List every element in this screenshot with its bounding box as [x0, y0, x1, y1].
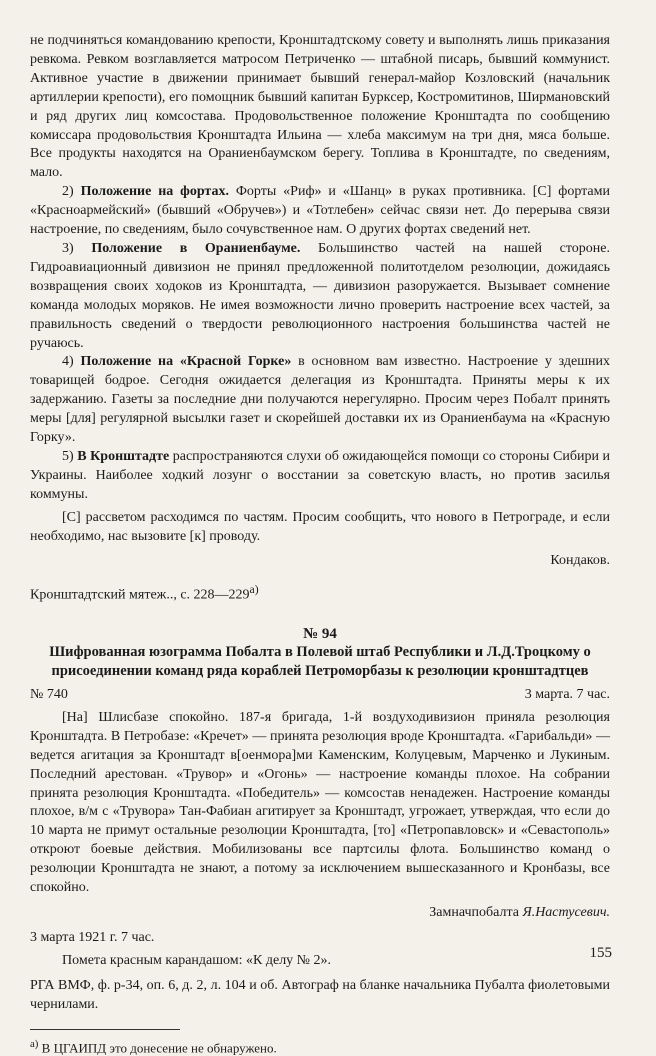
- document-title: Шифрованная юзограмма Побалта в Полевой штаб Республики и Л.Д.Троцкому о присоединении команд ряда кораблей Петроморбазы к резолюции кронштадтцев: [49, 643, 591, 679]
- section-text: распространяются слухи об ожидающейся помощи со стороны Сибири и Украины. Наиболее ходкий лозунг о восстании за советскую власть, но против засилья коммуны.: [30, 448, 610, 502]
- paragraph-intro: не подчиняться командованию крепости, Кронштадтскому совету и выполнять лишь приказания ревкома. Ревком возглавляется матросом Петриченко — штабной писарь, бывший коммунист. Активное участие в движении принимает бывший генерал-майор Козловский (начальник артиллерии крепости), его помощник бывший капитан Буркcер, Костромитинов, Ширмановский и ряд других лиц комсостава. Продовольственное положение Кронштадта по сообщению комиссара продовольствия Кронштадта Ильина — хлеба максимум на три дня, мяса больше. Все продукты находятся на Ораниенбаумском берегу. Топлива в Кронштадте, по сведениям, мало.: [30, 33, 610, 181]
- document-page: [30, 32, 610, 1056]
- section-heading: Положение в Ораниенбауме.: [91, 240, 301, 256]
- section-text: Большинство частей на нашей стороне. Гидроавиационный дивизион не принял предложенной политотделом резолюции, дожидаясь возвращения своих ходоков из Кронштадта, — дивизион разоружается. Вызывает сомнение команда молодых моряков. Не имея возможности лично проверить настроение всех частей, за правильность сведений о твердости революционного настроения большинства частей не ручаюсь.: [30, 240, 610, 351]
- footnote-mark: а): [30, 1037, 39, 1050]
- signer-name: Я.Настусевич.: [522, 905, 610, 920]
- telegram-time: 3 марта. 7 час.: [524, 686, 610, 702]
- section-oranienbaum: [30, 240, 610, 353]
- footnote: $^{а)}$ В ЦГАИПД это донесение не обнаружено.: [30, 1037, 277, 1055]
- section-forts: [30, 183, 610, 240]
- section-text: Форты «Риф» и «Шанц» в руках противника. [С] фортами «Красноармейский» (бывший «Обручев») и «Тотлебен» сейчас связи нет. До перерыва связи настроение, по сведениям, было сочувственное нам. О других фортах сведений нет.: [30, 184, 611, 238]
- section-number: 2): [62, 184, 81, 200]
- document-date: 3 марта 1921 г. 7 час.: [30, 929, 155, 945]
- section-heading: Положение на «Красной Горке»: [80, 354, 292, 370]
- page-number: 155: [589, 945, 612, 961]
- section-heading: В Кронштадте: [77, 448, 170, 464]
- section-heading: Положение на фортах.: [80, 184, 229, 200]
- footnote-divider: [30, 1029, 180, 1030]
- section-number: 3): [62, 240, 92, 256]
- telegram-body: [На] Шлисбазе спокойно. 187-я бригада, 1-й воздуходивизион приняла резолюция Кронштадта. В Петробазе: «Кречет» — принята резолюция вроде Кронштадта. «Гарибальди» — ведется агитация за Кронштадт в[оенмора]ми Каменским, Колуцевым, Марченко и Лукиным. Последний арестован. «Трувор» и «Огонь» — настроение команды плохое. На собрании принята резолюция Кронштадта. «Победитель» — комсостав ненадежен. Настроение команды плохое, в/м с «Трувора» Тан-Фабиан агитирует за Кронштадт, угрожает, утверждая, что если до 10 марта не примут остальные резолюции Кронштадта, [то] «Петропавловск» и «Севастополь» откроют боевые действия. Мобилизованы все партсилы флота. Большинство команд о резолюции Кронштадта не знают, а потому за исключением вышесказанного и Кронбазы, все спокойно.: [30, 709, 610, 896]
- signature-kondakov: Кондаков.: [550, 553, 610, 569]
- telegram-number: № 740: [30, 686, 68, 702]
- footnote-ref: а): [249, 583, 259, 597]
- paragraph-closing: [С] рассветом расходимся по частям. Просим сообщить, что нового в Петрограде, и если необходимо, нас вызовите [к] проводу.: [30, 509, 610, 544]
- section-number: 5): [62, 448, 78, 464]
- source-citation: Кронштадтский мятеж.., с. $228—229^{а)}$: [30, 583, 259, 604]
- section-kronstadt: [30, 448, 610, 505]
- section-number: 4): [62, 354, 81, 370]
- signature-nastusevich: Замначпобалта Я.Настусевич.: [429, 905, 610, 920]
- document-number: № 94: [303, 625, 337, 642]
- section-krasnaya-gorka: [30, 353, 610, 448]
- document-meta: [30, 687, 610, 703]
- pencil-note: Помета красным карандашом: «К делу № 2».: [62, 952, 332, 968]
- archive-source: РГА ВМФ, ф. р-34, оп. 6, д. 2, л. 104 и об. Автограф на бланке начальника Пубалта фиолетовыми чернилами.: [30, 977, 610, 1012]
- section-text: в основном вам известно. Настроение у здешних товарищей бодрое. Сегодня ожидается делегация из Кронштадта. Приняты меры к их задержанию. Газеты за последние дни получаются нерегулярно. Просим через Побалт принять меры [для] регулярной высылки газет и скорейшей доставки их из Ораниенбаума на «Красную Горку».: [30, 354, 610, 446]
